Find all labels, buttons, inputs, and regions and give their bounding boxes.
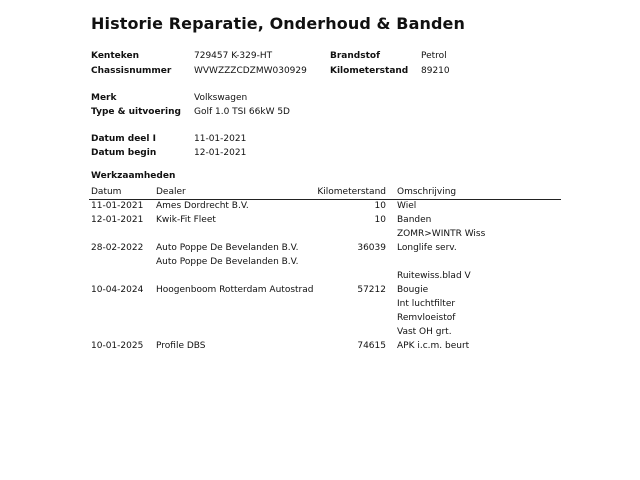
kilometerstand-label: Kilometerstand (330, 66, 409, 76)
kenteken-label: Kenteken (91, 51, 139, 61)
table-row (0, 299, 640, 313)
datum-begin-value: 12-01-2021 (194, 148, 247, 158)
kilometerstand-value: 89210 (421, 66, 450, 76)
row-omschrijving: Longlife serv. (397, 243, 457, 253)
row-omschrijving: ZOMR>WINTR Wiss (397, 229, 486, 239)
table-row (0, 271, 640, 285)
chassisnummer-value: WVWZZZCDZMW030929 (194, 66, 307, 76)
chassisnummer-label: Chassisnummer (91, 66, 172, 76)
brandstof-value: Petrol (421, 51, 447, 61)
row-kilometerstand: 10 (374, 201, 386, 211)
column-header-datum: Datum (91, 187, 122, 197)
row-datum: 28-02-2022 (91, 243, 144, 253)
table-row (0, 243, 640, 257)
table-row (0, 201, 640, 215)
page-title: Historie Reparatie, Onderhoud & Banden (91, 14, 465, 33)
table-row (0, 327, 640, 341)
row-datum: 11-01-2021 (91, 201, 144, 211)
datum-deel-label: Datum deel I (91, 134, 156, 144)
row-dealer: Auto Poppe De Bevelanden B.V. (156, 257, 299, 267)
column-header-dealer: Dealer (156, 187, 186, 197)
row-dealer: Hoogenboom Rotterdam Autostrad (156, 285, 314, 295)
row-omschrijving: Vast OH grt. (397, 327, 452, 337)
table-row (0, 257, 640, 271)
row-kilometerstand: 74615 (357, 341, 386, 351)
type-value: Golf 1.0 TSI 66kW 5D (194, 107, 290, 117)
column-header-omschrijving: Omschrijving (397, 187, 457, 197)
row-datum: 12-01-2021 (91, 215, 144, 225)
row-omschrijving: Remvloeistof (397, 313, 456, 323)
merk-label: Merk (91, 93, 117, 103)
row-omschrijving: Banden (397, 215, 432, 225)
kenteken-value: 729457 K-329-HT (194, 51, 273, 61)
row-datum: 10-04-2024 (91, 285, 144, 295)
row-omschrijving: Wiel (397, 201, 417, 211)
merk-value: Volkswagen (194, 93, 248, 103)
brandstof-label: Brandstof (330, 51, 380, 61)
datum-deel-value: 11-01-2021 (194, 134, 247, 144)
werkzaamheden-heading: Werkzaamheden (91, 171, 176, 181)
row-dealer: Auto Poppe De Bevelanden B.V. (156, 243, 299, 253)
row-kilometerstand: 57212 (357, 285, 386, 295)
row-omschrijving: APK i.c.m. beurt (397, 341, 470, 351)
row-datum: 10-01-2025 (91, 341, 144, 351)
row-omschrijving: Ruitewiss.blad V (397, 271, 471, 281)
table-row (0, 229, 640, 243)
row-omschrijving: Bougie (397, 285, 429, 295)
column-header-kilometerstand: Kilometerstand (317, 187, 386, 197)
type-label: Type & uitvoering (91, 107, 181, 117)
row-dealer: Profile DBS (156, 341, 206, 351)
table-row (0, 285, 640, 299)
row-kilometerstand: 10 (374, 215, 386, 225)
table-row (0, 341, 640, 355)
table-row (0, 215, 640, 229)
table-row (0, 313, 640, 327)
row-kilometerstand: 36039 (357, 243, 386, 253)
datum-begin-label: Datum begin (91, 148, 157, 158)
row-omschrijving: Int luchtfilter (397, 299, 456, 309)
row-dealer: Ames Dordrecht B.V. (156, 201, 249, 211)
row-dealer: Kwik-Fit Fleet (156, 215, 216, 225)
